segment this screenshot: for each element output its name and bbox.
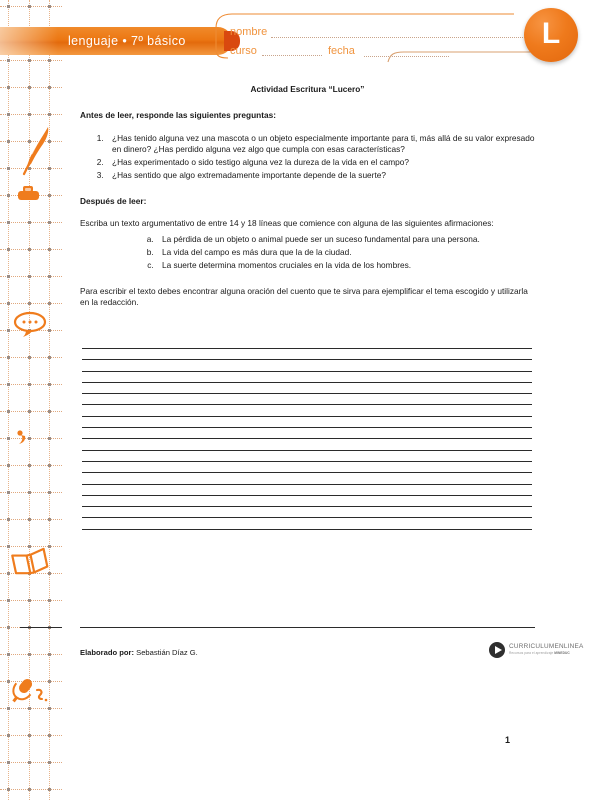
course-field-label: curso — [230, 45, 257, 57]
logo-tagline-prefix: Recursos para el aprendizaje — [509, 651, 555, 656]
writing-line[interactable] — [82, 517, 532, 518]
grid-tick — [7, 356, 10, 359]
grid-tick — [7, 437, 10, 440]
subject-badge — [524, 8, 578, 62]
grid-tick — [7, 59, 10, 62]
grid-tick — [28, 464, 31, 467]
grid-tick — [7, 464, 10, 467]
grid-tick — [7, 626, 10, 629]
grid-tick — [48, 248, 51, 251]
page-number: 1 — [505, 735, 511, 745]
grid-tick — [28, 653, 31, 656]
writing-line[interactable] — [82, 506, 532, 507]
writing-line[interactable] — [82, 404, 532, 405]
writing-line[interactable] — [82, 371, 532, 372]
writing-line[interactable] — [82, 427, 532, 428]
grid-tick — [28, 383, 31, 386]
writing-line[interactable] — [82, 472, 532, 473]
statement-options — [80, 234, 535, 271]
grid-tick — [48, 491, 51, 494]
grid-tick — [48, 464, 51, 467]
grid-tick — [48, 302, 51, 305]
grid-tick — [28, 707, 31, 710]
writing-line[interactable] — [82, 484, 532, 485]
before-reading-heading: Antes de leer, responde las siguientes preguntas: — [80, 109, 276, 120]
course-field-dotline[interactable] — [262, 55, 322, 56]
grid-tick — [7, 518, 10, 521]
grid-tick — [48, 599, 51, 602]
date-field-label: fecha — [328, 45, 355, 57]
grid-tick — [7, 248, 10, 251]
grid-tick — [7, 275, 10, 278]
logo-wordmark: CURRICULUMENLINEA — [509, 643, 584, 651]
grid-tick — [7, 410, 10, 413]
grid-tick — [28, 248, 31, 251]
subject-banner — [0, 27, 232, 55]
writing-line[interactable] — [82, 416, 532, 417]
grid-tick — [48, 356, 51, 359]
grid-tick — [7, 491, 10, 494]
writing-instruction: Escriba un texto argumentativo de entre 14 y 18 líneas que comience con alguna de las siguientes afirmaciones: — [80, 218, 494, 229]
grid-tick — [48, 761, 51, 764]
grid-tick — [7, 194, 10, 197]
writing-line[interactable] — [82, 438, 532, 439]
footer-divider-strip-extension — [20, 627, 62, 628]
list-item: 2. ¿Has experimentado o sido testigo alguna vez la dureza de la vida en el campo? — [106, 157, 535, 169]
grid-tick — [48, 383, 51, 386]
grid-tick — [48, 329, 51, 332]
writing-line[interactable] — [82, 359, 532, 360]
grid-tick — [7, 383, 10, 386]
grid-tick — [7, 5, 10, 8]
author-credit — [80, 648, 198, 657]
microphone-icon — [10, 676, 52, 706]
subject-label: lenguaje • 7º básico — [68, 34, 186, 48]
grid-tick — [28, 59, 31, 62]
grid-tick — [28, 599, 31, 602]
grid-tick — [7, 140, 10, 143]
grid-tick — [7, 329, 10, 332]
grid-tick — [48, 194, 51, 197]
grid-tick — [7, 734, 10, 737]
field-box-outline — [214, 10, 544, 68]
worksheet-body — [80, 84, 535, 323]
grid-tick — [28, 788, 31, 791]
grid-tick — [48, 86, 51, 89]
grid-tick — [28, 221, 31, 224]
grid-tick — [48, 5, 51, 8]
list-item: c. La suerte determina momentos cruciales en la vida de los hombres. — [156, 260, 535, 272]
grid-tick — [7, 788, 10, 791]
writing-line[interactable] — [82, 461, 532, 462]
quill-pen-icon — [18, 124, 52, 176]
list-item: a. La pérdida de un objeto o animal puede ser un suceso fundamental para una persona. — [156, 234, 535, 246]
list-item: b. La vida del campo es más dura que la de la ciudad. — [156, 247, 535, 259]
open-book-icon — [10, 545, 50, 579]
grid-tick — [7, 302, 10, 305]
writing-line[interactable] — [82, 450, 532, 451]
writing-line[interactable] — [82, 495, 532, 496]
grid-tick — [28, 734, 31, 737]
list-item: 3. ¿Has sentido que algo extremadamente importante depende de la suerte? — [106, 170, 535, 182]
grid-tick — [7, 707, 10, 710]
before-reading-questions — [80, 133, 535, 182]
activity-title: Actividad Escritura “Lucero” — [250, 84, 365, 94]
grid-tick — [28, 356, 31, 359]
grid-tick — [28, 302, 31, 305]
grid-tick — [7, 761, 10, 764]
grid-tick — [28, 113, 31, 116]
writing-lines-area[interactable] — [82, 348, 532, 540]
writing-line[interactable] — [82, 348, 532, 349]
subject-badge-letter: L — [541, 17, 561, 50]
grid-tick — [28, 518, 31, 521]
writing-line[interactable] — [82, 393, 532, 394]
grid-tick — [48, 221, 51, 224]
writing-line[interactable] — [82, 382, 532, 383]
play-icon — [489, 642, 505, 658]
grid-tick — [28, 761, 31, 764]
speech-bubble-icon — [12, 310, 48, 338]
name-field-label: nombre — [230, 26, 268, 38]
logo-text-block — [509, 644, 584, 655]
grid-tick — [28, 5, 31, 8]
grid-tick — [48, 410, 51, 413]
writing-line[interactable] — [82, 529, 532, 530]
grid-tick — [7, 221, 10, 224]
grid-tick — [48, 437, 51, 440]
grid-tick — [28, 410, 31, 413]
date-field-dotline[interactable] — [364, 56, 449, 57]
student-fields-box — [214, 10, 544, 66]
grid-tick — [48, 275, 51, 278]
author-credit-name: Sebastián Díaz G. — [136, 648, 198, 657]
grid-tick — [48, 788, 51, 791]
grid-tick — [48, 59, 51, 62]
grid-tick — [28, 491, 31, 494]
list-item: 1. ¿Has tenido alguna vez una mascota o un objeto especialmente importante para ti, más allá de su valor expresado en dinero? ¿Has perdido alguna vez algo que cumpla con esas características? — [106, 133, 535, 157]
author-credit-label: Elaborado por: — [80, 648, 135, 657]
curriculum-en-linea-logo — [489, 641, 584, 659]
logo-tagline — [509, 652, 584, 655]
name-field-dotline[interactable] — [271, 37, 531, 38]
grid-tick — [48, 113, 51, 116]
grid-tick — [48, 734, 51, 737]
logo-tagline-brand: MINEDUC — [554, 651, 570, 656]
grid-tick — [28, 275, 31, 278]
footer-divider — [80, 627, 535, 628]
grid-tick — [7, 113, 10, 116]
comma-icon — [14, 428, 30, 448]
banner-fade — [0, 27, 58, 55]
grid-tick — [7, 167, 10, 170]
grid-tick — [7, 599, 10, 602]
grid-tick — [48, 653, 51, 656]
inkwell-icon — [14, 183, 44, 203]
closing-instruction: Para escribir el texto debes encontrar alguna oración del cuento que te sirva para ejemplificar el tema escogido y utilizarla en la redacción. — [80, 285, 528, 308]
grid-tick — [28, 86, 31, 89]
grid-tick — [7, 86, 10, 89]
grid-tick — [48, 707, 51, 710]
grid-tick — [7, 653, 10, 656]
after-reading-heading: Después de leer: — [80, 195, 147, 206]
grid-tick — [48, 518, 51, 521]
